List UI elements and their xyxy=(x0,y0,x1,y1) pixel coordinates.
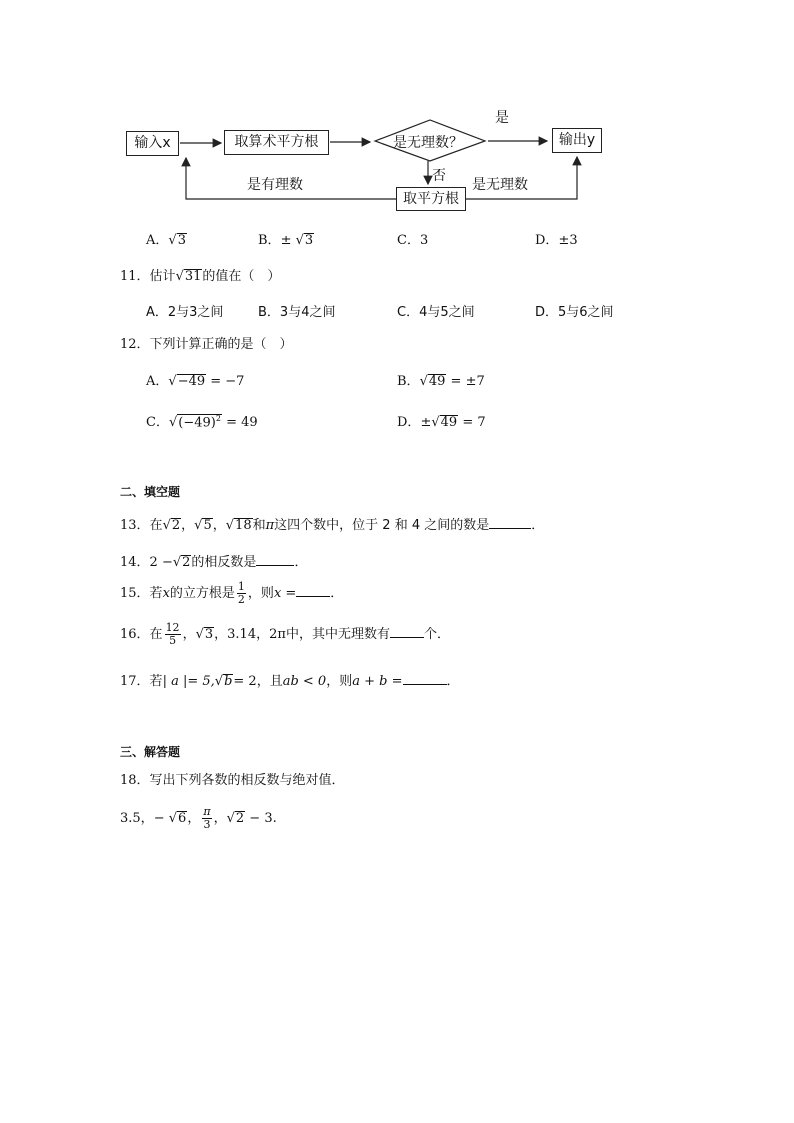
question-number: 17． xyxy=(120,674,150,689)
pi-symbol: π xyxy=(265,518,275,533)
q15 xyxy=(120,581,343,606)
answer-blank[interactable] xyxy=(296,583,330,597)
q17: 17．若| a |= 5,√b= 2，且ab < 0，则a + b = ． xyxy=(120,670,460,689)
exponent: 2 xyxy=(215,413,221,423)
denominator: 3 xyxy=(203,818,211,832)
stem-text: 下列计算正确的是（ ） xyxy=(149,337,293,352)
input-box: 输入x xyxy=(126,131,179,156)
period: ． xyxy=(330,586,344,602)
rhs: = −7 xyxy=(210,374,245,389)
output-box: 输出y xyxy=(552,128,602,153)
option-text: ±3 xyxy=(558,233,578,248)
q12-option-b: B．√49 = ±7 xyxy=(397,374,485,389)
stem-text: ，且 xyxy=(256,674,283,689)
numerator: π xyxy=(203,805,211,818)
radicand: 3 xyxy=(177,233,186,248)
stem-text: 的相反数是 xyxy=(191,555,257,570)
stem-text: 这四个数中，位于 2 和 4 之间的数是 xyxy=(274,518,490,533)
option-letter: C． xyxy=(146,415,169,430)
fraction xyxy=(165,622,181,647)
radicand: 49 xyxy=(440,415,458,430)
irrational-label: 是无理数 xyxy=(472,177,528,193)
separator: ， xyxy=(187,811,201,827)
option-letter: A． xyxy=(146,374,169,389)
radicand: b xyxy=(224,674,233,689)
question-number: 14． xyxy=(120,555,150,570)
answer-blank[interactable] xyxy=(489,515,531,529)
option-letter: D． xyxy=(397,415,421,430)
sqrt-box: 取算术平方根 xyxy=(224,130,329,155)
fraction xyxy=(237,581,246,606)
q12-option-c: C．$√(-49)^2 = 49$ xyxy=(146,413,258,430)
question-number: 16． xyxy=(120,627,150,643)
stem-text: 个． xyxy=(423,627,450,643)
denominator: 2 xyxy=(237,593,245,607)
absolute-value: | a |= 5, xyxy=(162,674,215,689)
q18-values: 3.5，− √6， $\frac{\pi}{3}$ ，√2 − 3. xyxy=(120,805,277,832)
radicand: 31 xyxy=(184,269,202,284)
radicand: 2 xyxy=(171,518,181,533)
separator: ， xyxy=(181,518,195,533)
q12-stem xyxy=(120,333,293,352)
question-number: 18． xyxy=(120,773,150,788)
plus-minus: ± xyxy=(420,415,432,430)
radicand: 6 xyxy=(178,811,187,827)
expression: 2 − xyxy=(149,555,173,570)
q13: 13．在√2，√5，√18和π这四个数中，位于 2 和 4 之间的数是 ． xyxy=(120,514,544,533)
q11-option-c: C．4与5之间 xyxy=(397,305,475,320)
q10-option-d xyxy=(535,229,578,248)
answer-blank[interactable] xyxy=(256,552,294,566)
option-letter: B． xyxy=(258,233,281,248)
q18-stem xyxy=(120,769,345,788)
option-letter: B． xyxy=(397,374,420,389)
no-label: 否 xyxy=(432,168,446,184)
radicand: 3 xyxy=(304,233,314,248)
stem-text: 估计 xyxy=(149,269,176,284)
stem-text: 在 xyxy=(149,518,163,533)
separator: ， xyxy=(213,811,227,827)
stem-text: 若 xyxy=(149,674,163,689)
question-number: 15． xyxy=(120,586,150,602)
rhs: = 7 xyxy=(462,415,486,430)
radicand: 18 xyxy=(235,518,252,533)
equation: = 2 xyxy=(233,674,257,689)
radicand: 2 xyxy=(182,555,191,570)
rhs: = 49 xyxy=(226,415,258,430)
q10-option-b: B．± √3 xyxy=(258,233,314,248)
answer-blank[interactable] xyxy=(403,671,447,685)
separator: ， xyxy=(212,518,226,533)
values: ，3.14， xyxy=(214,627,270,643)
denominator: 5 xyxy=(169,634,177,648)
radicand: −49 xyxy=(177,374,206,389)
stem-text: 的立方根是 xyxy=(169,586,235,602)
radicand: 5 xyxy=(203,518,212,533)
stem-text: 写出下列各数的相反数与绝对值． xyxy=(149,773,345,788)
minus-sign: − xyxy=(153,811,165,827)
decision-label: 是无理数？ xyxy=(393,135,463,151)
q12-option-d: D．±√49 = 7 xyxy=(397,415,486,430)
rational-label: 是有理数 xyxy=(247,177,303,193)
radicand: 3 xyxy=(204,627,214,643)
option-letter: C． xyxy=(397,233,420,248)
option-letter: A． xyxy=(146,233,169,248)
radicand: 2 xyxy=(235,811,245,827)
two-pi: 2π xyxy=(269,627,286,643)
plus-minus: ± xyxy=(280,233,292,248)
rhs: = ±7 xyxy=(450,374,485,389)
stem-text: ，则 xyxy=(247,586,274,602)
option-letter: D． xyxy=(535,233,559,248)
question-number: 13． xyxy=(120,518,150,533)
condition: ab < 0 xyxy=(282,674,327,689)
q12-option-a: A．√−49 = −7 xyxy=(146,374,245,389)
q10-option-c xyxy=(397,229,428,248)
numerator: 12 xyxy=(165,621,180,634)
period: ． xyxy=(294,555,308,570)
option-text: 3 xyxy=(419,233,429,248)
q11-option-b: B．3与4之间 xyxy=(258,305,336,320)
fraction xyxy=(202,806,211,831)
question-number: 11． xyxy=(120,269,150,284)
square-root-box: 取平方根 xyxy=(396,187,466,211)
q11-option-a: A．2与3之间 xyxy=(146,305,224,320)
q11-option-d: D．5与6之间 xyxy=(535,305,614,320)
value: 3.5， xyxy=(120,811,154,827)
stem-text: 的值在（ ） xyxy=(202,269,281,284)
radicand: (−49) xyxy=(178,415,216,430)
stem-text: 中，其中无理数有 xyxy=(285,627,390,643)
variable: x xyxy=(162,586,170,602)
section-title-fill-in: 二、填空题 xyxy=(120,485,181,499)
question-number: 12． xyxy=(120,337,150,352)
stem-text: 若 xyxy=(149,586,163,602)
radicand: 49 xyxy=(428,374,446,389)
section-title-solve: 三、解答题 xyxy=(120,745,181,759)
stem-text: 在 xyxy=(149,627,163,643)
q16: 16．在 $\frac{12}{5}$ ，√3，3.14，2π中，其中无理数有 个． xyxy=(120,621,450,648)
q11-stem: 11．估计√31的值在（ ） xyxy=(120,269,281,284)
equation: x = xyxy=(273,586,297,602)
q14: 14．2 −√2的相反数是 ． xyxy=(120,551,307,570)
q10-option-a: A．√3 xyxy=(146,233,186,248)
expression: − 3. xyxy=(249,811,277,827)
yes-label: 是 xyxy=(495,110,509,126)
numerator: 1 xyxy=(237,580,245,593)
equation: a + b = xyxy=(352,674,403,689)
period: ． xyxy=(446,674,460,689)
separator: ， xyxy=(182,627,196,643)
stem-text: 和 xyxy=(252,518,266,533)
period: ． xyxy=(531,518,545,533)
answer-blank[interactable] xyxy=(390,624,424,638)
stem-text: ，则 xyxy=(326,674,353,689)
